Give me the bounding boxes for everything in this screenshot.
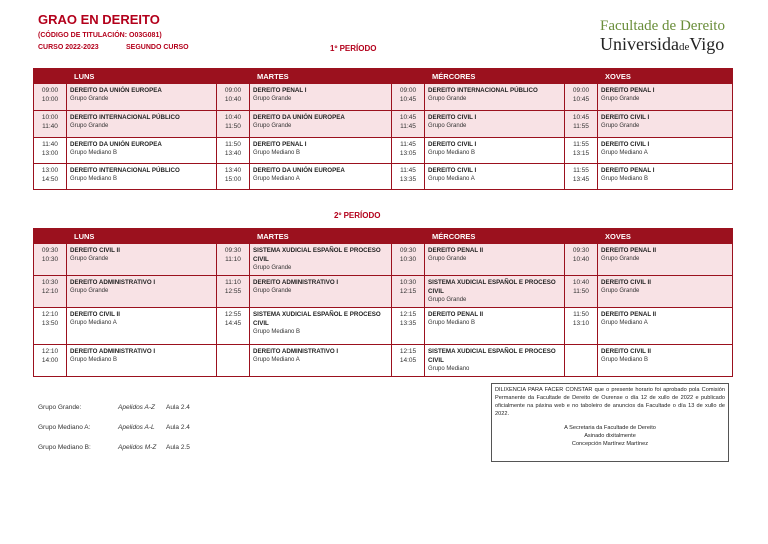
day-header: LUNS (34, 229, 217, 244)
end-time: 10:45 (572, 96, 590, 103)
time-cell (565, 276, 598, 308)
subject-name: DEREITO CIVIL II (70, 311, 120, 318)
start-time: 09:30 (572, 247, 590, 254)
subject-name: DEREITO PENAL I (601, 87, 655, 94)
subject-group: Grupo Mediano (428, 366, 470, 372)
legend-group: Grupo Mediano B: (38, 444, 91, 451)
legend-aula: Aula 2.5 (166, 444, 190, 451)
subject-group: Grupo Grande (70, 256, 109, 262)
subject-name: DEREITO CIVIL II (601, 348, 651, 355)
subject-group: Grupo Grande (601, 96, 640, 102)
subject-cell (67, 84, 217, 111)
subject-name: SISTEMA XUDICIAL ESPAÑOL E PROCESO CIVIL (428, 279, 556, 295)
subject-group: Grupo Grande (601, 256, 640, 262)
course-year: SEGUNDO CURSO (126, 44, 189, 51)
subject-cell (67, 244, 217, 276)
end-time: 10:40 (224, 96, 242, 103)
day-header: MARTES (217, 69, 392, 84)
start-time: 13:00 (41, 167, 59, 174)
subject-group: Grupo Mediano B (601, 357, 649, 363)
schedule-period-2 (33, 228, 733, 377)
subject-group: Grupo Grande (428, 96, 467, 102)
subject-cell (425, 111, 565, 138)
end-time: 11:10 (225, 256, 241, 263)
start-time: 12:15 (399, 348, 417, 355)
subject-group: Grupo Grande (70, 96, 109, 102)
time-cell (392, 308, 425, 345)
subject-name: DEREITO CIVIL I (428, 141, 477, 148)
time-cell (217, 244, 250, 276)
time-cell (34, 276, 67, 308)
end-time: 10:00 (41, 96, 59, 103)
subject-cell (250, 164, 392, 190)
time-cell (217, 276, 250, 308)
day-header: MÉRCORES (392, 229, 565, 244)
start-time: 11:40 (42, 141, 58, 148)
subject-cell (67, 138, 217, 164)
signer-role: A Secretaria da Facultade de Dereito (564, 425, 656, 431)
subject-cell (425, 308, 565, 345)
day-header-row (34, 69, 733, 84)
time-cell (565, 244, 598, 276)
subject-cell (250, 138, 392, 164)
start-time: 11:45 (400, 167, 416, 174)
subject-cell (250, 345, 392, 377)
period-1-title: 1º PERÍODO (330, 44, 377, 53)
start-time: 10:30 (41, 279, 59, 286)
time-cell (34, 111, 67, 138)
signer-name: Concepción Martínez Martínez (571, 441, 649, 447)
subject-group: Grupo Mediano A (253, 176, 300, 182)
subject-group: Grupo Mediano A (601, 320, 648, 326)
time-cell (392, 276, 425, 308)
time-cell (217, 84, 250, 111)
time-cell (565, 138, 598, 164)
start-time: 11:50 (573, 311, 589, 318)
start-time: 09:00 (41, 87, 59, 94)
subject-cell (250, 276, 392, 308)
end-time: 12:15 (399, 288, 417, 295)
start-time: 10:30 (399, 279, 417, 286)
subject-cell (250, 308, 392, 345)
legend-apelidos: Apelidos A-L (118, 424, 155, 431)
legend-apelidos: Apelidos M-Z (118, 444, 157, 451)
diligence-text: DILIXENCIA PARA FACER CONSTAR que o presente horario foi aprobado pola Comisión Permanente da Facultade de Dereito de Ourense o día 12 de xullo de 2022 e publicado oficialmente na páxina web e no taboleiro de anuncios da Facultade o día 13 de xullo de 2022. (495, 387, 725, 417)
end-time: 14:45 (224, 320, 242, 327)
subject-group: Grupo Mediano B (253, 150, 301, 156)
day-header: MARTES (217, 229, 392, 244)
subject-name: DEREITO DA UNIÓN EUROPEA (253, 114, 345, 121)
start-time: 09:30 (224, 247, 242, 254)
legend-aula: Aula 2.4 (166, 424, 190, 431)
subject-cell (67, 308, 217, 345)
subject-name: DEREITO PENAL I (253, 141, 307, 148)
subject-name: DEREITO DA UNIÓN EUROPEA (70, 87, 162, 94)
day-header: XOVES (565, 69, 733, 84)
subject-cell (598, 111, 733, 138)
subject-group: Grupo Grande (253, 288, 292, 294)
subject-cell (67, 164, 217, 190)
subject-group: Grupo Mediano B (253, 329, 301, 335)
subject-cell (425, 84, 565, 111)
subject-group: Grupo Mediano A (70, 320, 117, 326)
end-time: 10:30 (41, 256, 59, 263)
signed-digitally: Asinado dixitalmente (584, 433, 636, 439)
subject-name: DEREITO INTERNACIONAL PÚBLICO (70, 167, 180, 174)
legend-aula: Aula 2.4 (166, 404, 190, 411)
subject-cell (250, 84, 392, 111)
end-time: 13:40 (224, 150, 242, 157)
start-time: 11:45 (400, 141, 416, 148)
subject-group: Grupo Mediano A (428, 176, 475, 182)
subject-name: DEREITO CIVIL I (601, 114, 650, 121)
end-time: 13:35 (399, 320, 417, 327)
subject-name: SISTEMA XUDICIAL ESPAÑOL E PROCESO CIVIL (428, 348, 556, 364)
subject-name: DEREITO INTERNACIONAL PÚBLICO (428, 87, 538, 94)
subject-group: Grupo Mediano A (601, 150, 648, 156)
subject-name: DEREITO PENAL II (428, 311, 484, 318)
subject-group: Grupo Mediano A (253, 357, 300, 363)
subject-cell (598, 276, 733, 308)
subject-cell (598, 345, 733, 377)
subject-cell (67, 345, 217, 377)
subject-group: Grupo Mediano B (428, 320, 476, 326)
subject-cell (250, 111, 392, 138)
start-time: 12:10 (41, 311, 59, 318)
subject-cell (598, 84, 733, 111)
end-time: 15:00 (224, 176, 242, 183)
subject-name: DEREITO ADMINISTRATIVO I (70, 279, 156, 286)
time-cell (565, 84, 598, 111)
end-time: 13:05 (399, 150, 417, 157)
page-title: GRAO EN DEREITO (38, 12, 160, 27)
start-time: 09:00 (224, 87, 242, 94)
time-cell (217, 138, 250, 164)
time-cell (392, 244, 425, 276)
start-time: 11:10 (225, 279, 241, 286)
subject-name: DEREITO CIVIL II (601, 279, 651, 286)
signature-block (495, 424, 725, 448)
start-time: 09:00 (572, 87, 590, 94)
subject-cell (598, 308, 733, 345)
end-time: 10:40 (572, 256, 590, 263)
start-time: 10:45 (399, 114, 417, 121)
start-time: 10:40 (224, 114, 242, 121)
day-header-row (34, 229, 733, 244)
subject-group: Grupo Mediano B (70, 357, 118, 363)
time-cell (565, 164, 598, 190)
logo-faculty: Facultade de Dereito (600, 18, 725, 34)
schedule-row (34, 244, 733, 276)
time-cell (565, 308, 598, 345)
end-time: 13:10 (572, 320, 590, 327)
end-time: 14:50 (41, 176, 59, 183)
subject-name: SISTEMA XUDICIAL ESPAÑOL E PROCESO CIVIL (253, 311, 381, 327)
subject-group: Grupo Grande (253, 96, 292, 102)
schedule-row (34, 111, 733, 138)
time-cell (565, 111, 598, 138)
degree-code: (CÓDIGO DE TITULACIÓN: O03G081) (38, 32, 162, 39)
end-time: 12:55 (224, 288, 242, 295)
time-cell (392, 138, 425, 164)
subject-group: Grupo Grande (428, 256, 467, 262)
time-cell (34, 308, 67, 345)
start-time: 12:15 (399, 311, 417, 318)
subject-name: DEREITO ADMINISTRATIVO I (70, 348, 156, 355)
start-time: 09:00 (399, 87, 417, 94)
subject-name: DEREITO DA UNIÓN EUROPEA (70, 141, 162, 148)
time-cell (34, 164, 67, 190)
start-time: 09:30 (399, 247, 417, 254)
time-cell (565, 345, 598, 377)
subject-cell (425, 244, 565, 276)
time-cell (392, 111, 425, 138)
subject-cell (425, 138, 565, 164)
start-time: 10:00 (41, 114, 59, 121)
start-time: 11:50 (225, 141, 241, 148)
schedule-period-1 (33, 68, 733, 190)
subject-group: Grupo Mediano B (601, 176, 649, 182)
subject-cell (425, 164, 565, 190)
start-time: 10:45 (572, 114, 590, 121)
legend-group: Grupo Mediano A: (38, 424, 91, 431)
legend-apelidos: Apelidos A-Z (118, 404, 155, 411)
subject-group: Grupo Grande (253, 123, 292, 129)
subject-cell (250, 244, 392, 276)
end-time: 11:40 (42, 123, 58, 130)
subject-name: SISTEMA XUDICIAL ESPAÑOL E PROCESO CIVIL (253, 247, 381, 263)
time-cell (392, 164, 425, 190)
schedule-row (34, 308, 733, 345)
subject-group: Grupo Grande (428, 123, 467, 129)
day-header: LUNS (34, 69, 217, 84)
subject-name: DEREITO PENAL II (601, 247, 657, 254)
start-time: 12:55 (224, 311, 242, 318)
time-cell (34, 345, 67, 377)
schedule-row (34, 345, 733, 377)
start-time: 13:40 (224, 167, 242, 174)
diligence-box (491, 383, 729, 462)
end-time: 10:45 (399, 96, 417, 103)
day-header: XOVES (565, 229, 733, 244)
subject-name: DEREITO PENAL I (253, 87, 307, 94)
end-time: 10:30 (399, 256, 417, 263)
logo-university: UniversidadeVigo (600, 34, 725, 54)
subject-name: DEREITO INTERNACIONAL PÚBLICO (70, 114, 180, 121)
end-time: 13:50 (41, 320, 59, 327)
subject-group: Grupo Mediano B (70, 150, 118, 156)
end-time: 14:00 (41, 357, 59, 364)
subject-group: Grupo Grande (601, 288, 640, 294)
start-time: 12:10 (41, 348, 59, 355)
subject-cell (598, 244, 733, 276)
period-2-title: 2º PERÍODO (334, 211, 381, 220)
subject-name: DEREITO DA UNIÓN EUROPEA (253, 167, 345, 174)
end-time: 13:35 (399, 176, 417, 183)
subject-cell (425, 345, 565, 377)
schedule-row (34, 138, 733, 164)
end-time: 12:10 (41, 288, 59, 295)
subject-name: DEREITO CIVIL I (428, 114, 477, 121)
time-cell (392, 84, 425, 111)
subject-name: DEREITO ADMINISTRATIVO I (253, 279, 339, 286)
time-cell (34, 138, 67, 164)
time-cell (392, 345, 425, 377)
academic-year: CURSO 2022-2023 (38, 44, 99, 51)
subject-name: DEREITO ADMINISTRATIVO I (253, 348, 339, 355)
subject-name: DEREITO PENAL II (428, 247, 484, 254)
subject-group: Grupo Mediano B (428, 150, 476, 156)
end-time: 14:05 (399, 357, 417, 364)
end-time: 13:00 (41, 150, 59, 157)
end-time: 13:45 (572, 176, 590, 183)
time-cell (217, 308, 250, 345)
subject-cell (67, 111, 217, 138)
time-cell (217, 345, 250, 377)
schedule-row (34, 84, 733, 111)
end-time: 13:15 (572, 150, 590, 157)
start-time: 10:40 (572, 279, 590, 286)
subject-group: Grupo Grande (601, 123, 640, 129)
start-time: 11:55 (573, 167, 589, 174)
time-cell (34, 84, 67, 111)
subject-name: DEREITO PENAL I (601, 167, 655, 174)
time-cell (34, 244, 67, 276)
subject-cell (67, 276, 217, 308)
legend-group: Grupo Grande: (38, 404, 82, 411)
subject-name: DEREITO CIVIL I (601, 141, 650, 148)
subject-group: Grupo Mediano B (70, 176, 118, 182)
day-header: MÉRCORES (392, 69, 565, 84)
subject-group: Grupo Grande (70, 288, 109, 294)
end-time: 11:55 (573, 123, 589, 130)
end-time: 11:50 (225, 123, 241, 130)
subject-name: DEREITO PENAL II (601, 311, 657, 318)
schedule-row (34, 164, 733, 190)
subject-cell (598, 138, 733, 164)
subject-name: DEREITO CIVIL I (428, 167, 477, 174)
subject-group: Grupo Grande (428, 297, 467, 303)
schedule-row (34, 276, 733, 308)
time-cell (217, 111, 250, 138)
start-time: 11:55 (573, 141, 589, 148)
subject-cell (598, 164, 733, 190)
start-time: 09:30 (41, 247, 59, 254)
subject-group: Grupo Grande (253, 265, 292, 271)
subject-name: DEREITO CIVIL II (70, 247, 120, 254)
university-logo (600, 18, 730, 57)
end-time: 11:45 (400, 123, 416, 130)
end-time: 11:50 (573, 288, 589, 295)
subject-cell (425, 276, 565, 308)
time-cell (217, 164, 250, 190)
subject-group: Grupo Grande (70, 123, 109, 129)
